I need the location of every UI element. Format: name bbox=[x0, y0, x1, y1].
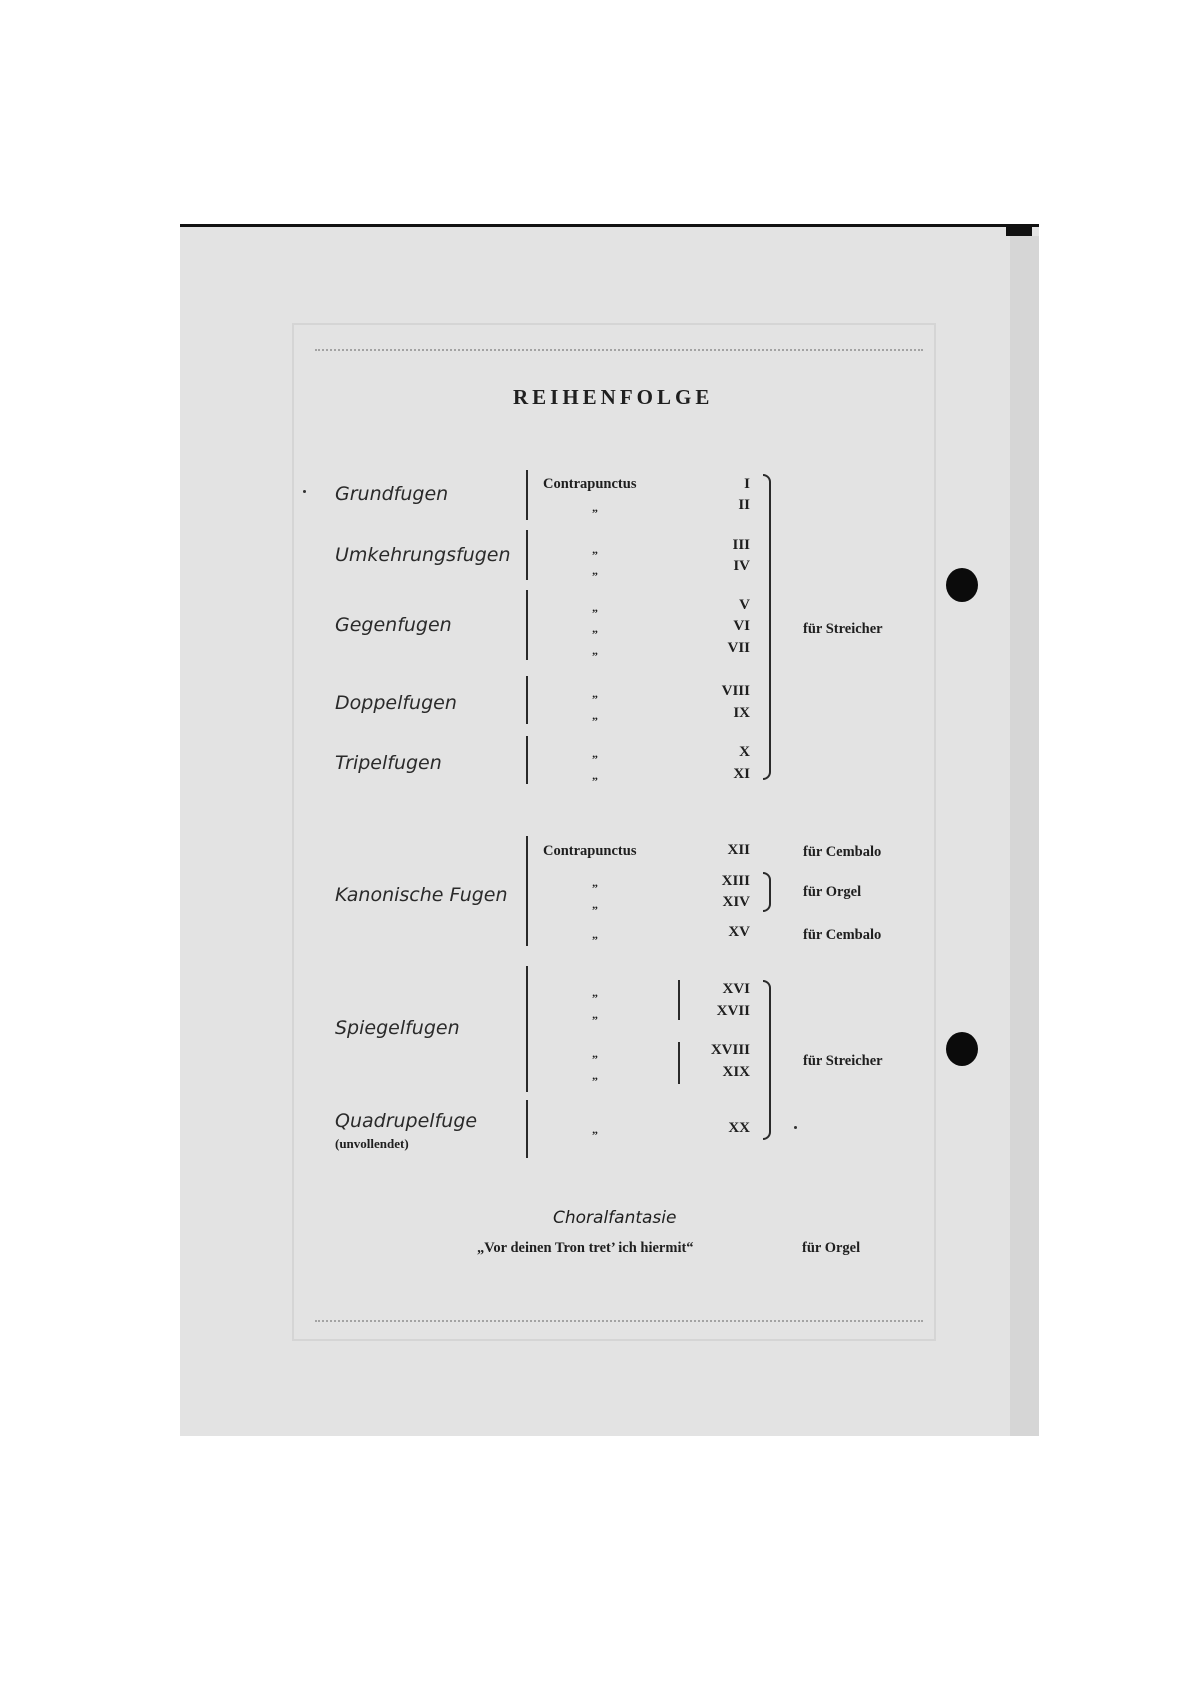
fugue-number: XVI bbox=[722, 981, 750, 997]
family-label: Spiegelfugen bbox=[335, 1017, 460, 1039]
group-line bbox=[526, 470, 528, 520]
chorale-instrument: für Orgel bbox=[802, 1240, 861, 1256]
instrument-label: für Cembalo bbox=[803, 927, 882, 943]
fugue-number: III bbox=[732, 537, 750, 553]
punch-hole bbox=[946, 1032, 978, 1066]
ditto-mark: „ bbox=[592, 746, 598, 760]
ditto-mark: „ bbox=[592, 1068, 598, 1082]
top-rule bbox=[315, 349, 923, 351]
ditto-mark: „ bbox=[592, 500, 598, 514]
speck bbox=[794, 1126, 797, 1129]
ditto-mark: „ bbox=[592, 686, 598, 700]
ditto-mark: „ bbox=[592, 1122, 598, 1136]
fugue-number: XII bbox=[727, 842, 750, 858]
fugue-number: I bbox=[744, 476, 750, 492]
chorale-heading: Choralfantasie bbox=[553, 1208, 677, 1228]
ditto-mark: „ bbox=[592, 643, 598, 657]
instrument-label: für Streicher bbox=[803, 1053, 883, 1069]
group-line bbox=[526, 736, 528, 784]
group-line bbox=[526, 530, 528, 580]
page-fold bbox=[1010, 236, 1039, 1436]
family-label: Tripelfugen bbox=[335, 752, 442, 774]
chorale-title: „Vor deinen Tron tret’ ich hiermit“ bbox=[477, 1240, 694, 1256]
fugue-number: II bbox=[738, 497, 750, 513]
contrapunctus-label: Contrapunctus bbox=[543, 476, 637, 492]
ditto-mark: „ bbox=[592, 542, 598, 556]
ditto-mark: „ bbox=[592, 768, 598, 782]
fugue-number: XVIII bbox=[710, 1042, 750, 1058]
fugue-number: VIII bbox=[721, 683, 750, 699]
fugue-number: IX bbox=[733, 705, 750, 721]
fugue-number: IV bbox=[733, 558, 750, 574]
page-edge bbox=[1006, 224, 1032, 236]
ditto-mark: „ bbox=[592, 563, 598, 577]
family-label: Gegenfugen bbox=[335, 614, 452, 636]
group-line bbox=[526, 966, 528, 1092]
family-note: (unvollendet) bbox=[335, 1136, 409, 1151]
page-title: REIHENFOLGE bbox=[513, 385, 714, 409]
instrument-brace bbox=[763, 980, 771, 1140]
instrument-brace bbox=[763, 872, 771, 912]
fugue-number: XIX bbox=[722, 1064, 750, 1080]
fugue-number: V bbox=[739, 597, 750, 613]
fugue-number: XIV bbox=[722, 894, 750, 910]
pair-bracket bbox=[678, 1042, 680, 1084]
fugue-number: XV bbox=[728, 924, 750, 940]
ditto-mark: „ bbox=[592, 897, 598, 911]
fugue-number: VII bbox=[727, 640, 750, 656]
fugue-number: XI bbox=[733, 766, 750, 782]
ditto-mark: „ bbox=[592, 927, 598, 941]
ditto-mark: „ bbox=[592, 1046, 598, 1060]
group-line bbox=[526, 1100, 528, 1158]
group-line bbox=[526, 676, 528, 724]
punch-hole bbox=[946, 568, 978, 602]
fugue-number: VI bbox=[733, 618, 750, 634]
ditto-mark: „ bbox=[592, 621, 598, 635]
family-label: Quadrupelfuge bbox=[335, 1110, 478, 1132]
fugue-number: X bbox=[739, 744, 750, 760]
group-line bbox=[526, 836, 528, 946]
ditto-mark: „ bbox=[592, 600, 598, 614]
contrapunctus-label: Contrapunctus bbox=[543, 843, 637, 859]
instrument-label: für Cembalo bbox=[803, 844, 882, 860]
group-line bbox=[526, 590, 528, 660]
family-label: Umkehrungsfugen bbox=[335, 544, 511, 566]
fugue-number: XVII bbox=[716, 1003, 750, 1019]
family-label: Doppelfugen bbox=[335, 692, 457, 714]
ditto-mark: „ bbox=[592, 708, 598, 722]
fugue-number: XX bbox=[728, 1120, 750, 1136]
speck bbox=[303, 490, 306, 493]
instrument-label: für Orgel bbox=[803, 884, 862, 900]
ditto-mark: „ bbox=[592, 1007, 598, 1021]
instrument-label: für Streicher bbox=[803, 621, 883, 637]
family-label: Kanonische Fugen bbox=[335, 884, 508, 906]
fugue-number: XIII bbox=[721, 873, 750, 889]
bottom-rule bbox=[315, 1320, 923, 1322]
family-label: Grundfugen bbox=[335, 483, 449, 505]
instrument-brace bbox=[763, 474, 771, 780]
pair-bracket bbox=[678, 980, 680, 1020]
ditto-mark: „ bbox=[592, 875, 598, 889]
ditto-mark: „ bbox=[592, 985, 598, 999]
